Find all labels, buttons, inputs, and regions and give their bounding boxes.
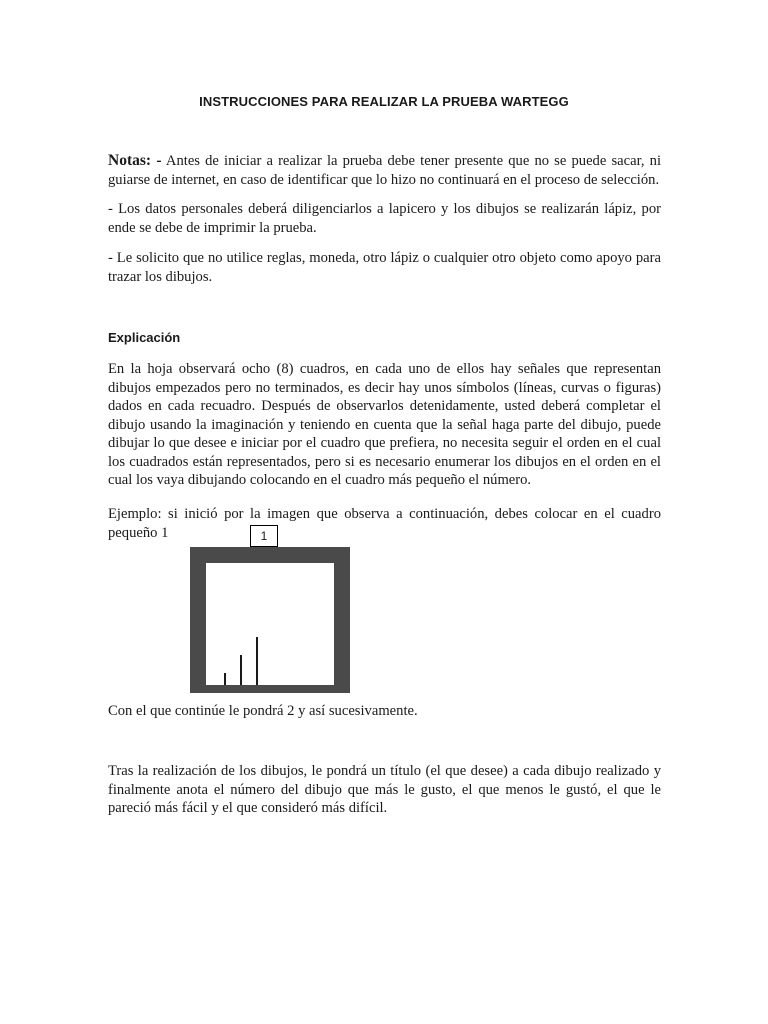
notes-text: Antes de iniciar a realizar la prueba debe tener presente que no se puede sacar, ni guiarse de internet, en caso de identificar que lo hizo no continuará en el proceso de selección. (108, 153, 661, 188)
explanation-paragraph: En la hoja observará ocho (8) cuadros, en cada uno de ellos hay señales que representan dibujos empezados pero no terminados, es decir hay unos símbolos (líneas, curvas o figuras) dados en cada recuadro. Después de observarlos detenidamente, usted deberá completar el dibujo usando la imaginación y teniendo en cuenta que la señal haga parte del dibujo, puede dibujar lo que desee e iniciar por el cuadro que prefiera, no necesita seguir el orden en el cual los cuadrados están representados, pero si es necesario enumerar los dibujos en el orden en el cual los vaya dibujando colocando en el cuadro más pequeño el número. (108, 361, 661, 488)
rules-paragraph: - Le solicito que no utilice reglas, moneda, otro lápiz o cualquier otro objeto como apoyo para trazar los dibujos. (108, 250, 661, 285)
notes-paragraph (108, 152, 661, 189)
example-drawing-area (206, 563, 334, 685)
continuation-paragraph: Con el que continúe le pondrá 2 y así sucesivamente. (108, 703, 418, 719)
notes-label: Notas: - (108, 152, 162, 169)
medium-line-mark (240, 655, 242, 685)
example-drawing-frame (190, 547, 350, 693)
short-line-mark (224, 673, 226, 685)
example-paragraph: Ejemplo: si inició por la imagen que observa a continuación, debes colocar en el cuadro pequeño 1 (108, 506, 661, 541)
final-paragraph: Tras la realización de los dibujos, le pondrá un título (el que desee) a cada dibujo realizado y finalmente anota el número del dibujo que más le gusto, el que menos le gustó, el que le pareció más fácil y el que consideró más difícil. (108, 763, 661, 816)
personal-data-paragraph: - Los datos personales deberá diligenciarlos a lapicero y los dibujos se realizarán lápiz, por ende se debe de imprimir la prueba. (108, 201, 661, 236)
example-number-box: 1 (250, 525, 278, 547)
document-title: INSTRUCCIONES PARA REALIZAR LA PRUEBA WARTEGG (199, 94, 569, 109)
section-heading: Explicación (108, 330, 181, 345)
tall-line-mark (256, 637, 258, 685)
